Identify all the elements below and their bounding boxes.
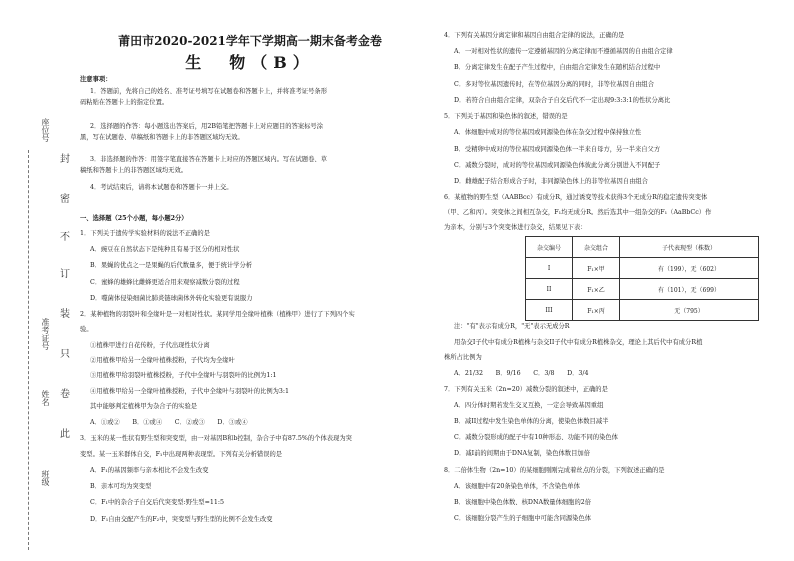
table-header-cell: 杂交编号 — [526, 237, 573, 258]
question-line: 7．下列有关玉米（2n=20）减数分裂的叙述中，正确的是 — [444, 386, 608, 393]
table-header-cell: 杂交组合 — [573, 237, 620, 258]
table-cell: 无（795） — [620, 300, 759, 321]
option-line: A．一对相对性状的遗传一定遵循基因的分离定律而不遵循基因的自由组合定律 — [454, 48, 673, 55]
name-label: 姓名 — [41, 390, 50, 406]
question-line: （甲、乙和丙）。突变体之间相互杂交，F₁均无成分R。然后选其中一组杂交的F₁（AaBbCc）作 — [444, 209, 712, 216]
question-line: 验。 — [80, 326, 93, 333]
option-line: B．亲本可均为突变型 — [90, 483, 152, 490]
question-line: 用杂交I子代中有成分R植株与杂交II子代中有成分R植株杂交，理论上其后代中有成分R植 — [454, 339, 703, 346]
seal-word: 封 — [60, 154, 70, 165]
table-row — [526, 279, 759, 300]
table-cell: F₁×甲 — [573, 258, 620, 279]
question-line: 其中能够判定植株甲为杂合子的实验是 — [90, 403, 198, 410]
binding-margin — [0, 0, 70, 561]
option-line: D．减I前的间期由于DNA复制，染色体数目加倍 — [454, 450, 590, 457]
seal-word: 装 — [60, 309, 70, 320]
notes-heading: 注意事项： — [80, 76, 112, 83]
option-line: C．多对等位基因遗传时，在等位基因分离的同时，非等位基因自由组合 — [454, 81, 655, 88]
table-row — [526, 300, 759, 321]
option-line: D．噬菌体侵染细菌比肺炎链球菌体外转化实验更有说服力 — [90, 295, 253, 302]
seal-word: 卷 — [60, 389, 70, 400]
question-line: 4．下列有关基因分离定律和基因自由组合定律的说法，正确的是 — [444, 32, 625, 39]
option-line: C．F₁中的杂合子自交后代突变型:野生型=11:5 — [90, 499, 224, 506]
option-line: B．减II过程中发生染色单体的分离，使染色体数目减半 — [454, 418, 609, 425]
note-line: 黑，写在试题卷、草稿纸和答题卡上的非答题区域均无效。 — [80, 134, 244, 141]
option-line: A．体细胞中成对的等位基因或同源染色体在杂交过程中保持独立性 — [454, 129, 642, 136]
note-line: 3．非选择题的作答：用签字笔直接答在答题卡上对应的答题区域内。写在试题卷、草 — [90, 156, 327, 163]
seat-number-label: 座位号 — [41, 118, 50, 142]
note-line: 2．选择题的作答：每小题选出答案后，用2B铅笔把答题卡上对应题目的答案标号涂 — [90, 123, 324, 130]
table-cell: 有（199），无（602） — [620, 258, 759, 279]
table-cell: F₁×乙 — [573, 279, 620, 300]
table-row — [526, 258, 759, 279]
options-row: A．21/32 B．9/16 C．3/8 D．3/4 — [454, 370, 589, 377]
table-cell: III — [526, 300, 573, 321]
experiment-line: ④用植株甲给另一全缘叶植株授粉，子代中全缘叶与羽裂叶的比例为3:1 — [90, 388, 290, 395]
question-line: 1．下列关于遗传学实验材料的说法不正确的是 — [80, 230, 210, 237]
question-line: 株所占比例为 — [444, 354, 482, 361]
option-line: B．果蝇的优点之一是果蝇的后代数量多，便于统计学分析 — [90, 262, 253, 269]
options-row: A．①或② B．①或④ C．②或③ D．③或④ — [90, 419, 248, 426]
seal-line — [28, 150, 29, 550]
seal-word: 不 — [60, 232, 70, 243]
option-line: B．分离定律发生在配子产生过程中，自由组合定律发生在随机结合过程中 — [454, 64, 661, 71]
question-line: 6．某植物的野生型（AABBcc）有成分R，通过诱变等技术获得3个无成分R的稳定遗传突变体 — [444, 194, 708, 201]
option-line: D．若符合自由组合定律，双杂合子自交后代不一定出现9:3:3:1的性状分离比 — [454, 97, 671, 104]
question-line: 3．玉米的某一性状有野生型和突变型，由一对基因B和b控制，杂合子中有87.5%的个体表现为突 — [80, 435, 352, 442]
exam-subtitle: 生 物（B） — [185, 53, 315, 72]
question-line: 为亲本，分别与3个突变体进行杂交，结果见下表： — [444, 224, 587, 231]
section-heading: 一、选择题（25个小题，每小题2分） — [80, 215, 188, 222]
option-line: B．受精卵中成对的等位基因或同源染色体一半来自母方，另一半来自父方 — [454, 146, 661, 153]
option-line: A．豌豆在自然状态下是纯种且有易于区分的相对性状 — [90, 246, 240, 253]
exam-title: 莆田市2020-2021学年下学期高一期末备考金卷 — [118, 34, 382, 48]
note-line: 码粘贴在答题卡上的指定位置。 — [80, 99, 169, 106]
table-cell: F₁×丙 — [573, 300, 620, 321]
option-line: D．雌雄配子结合形成合子时，非同源染色体上的非等位基因自由组合 — [454, 178, 648, 185]
table-note: 注："有"表示有成分R，"无"表示无成分R — [454, 323, 570, 330]
seal-word: 只 — [60, 349, 70, 360]
question-line: 变型。某一玉米群体自交，F₁中出现两种表现型。下列有关分析错误的是 — [80, 451, 283, 458]
option-line: C．该细胞分裂产生的子细胞中可能含同源染色体 — [454, 515, 592, 522]
table-cell: II — [526, 279, 573, 300]
option-line: B．该细胞中染色体数、核DNA数量体细胞的2倍 — [454, 499, 592, 506]
seal-word: 订 — [60, 269, 70, 280]
exam-number-label: 准考证号 — [41, 318, 50, 350]
question-line: 2．某种植物的羽裂叶和全缘叶是一对相对性状。某同学用全缘叶植株（植株甲）进行了下列四个实 — [80, 311, 355, 318]
note-line: 1．答题前，先将自己的姓名、准考证号填写在试题卷和答题卡上，并将准考证号条形 — [90, 88, 327, 95]
table-header-row — [526, 237, 759, 258]
note-line: 4．考试结束后，请将本试题卷和答题卡一并上交。 — [90, 184, 233, 191]
table-cell: 有（101），无（699） — [620, 279, 759, 300]
class-label: 班级 — [41, 470, 50, 486]
table-header-cell: 子代表现型（株数） — [620, 237, 759, 258]
note-line: 稿纸和答题卡上的非答题区域均无效。 — [80, 167, 188, 174]
option-line: C．蜜蜂的雄蜂比雌蜂更适合用来观察减数分裂的过程 — [90, 279, 240, 286]
option-line: A．该细胞中有20条染色单体，不含染色单体 — [454, 483, 580, 490]
option-line: D．F₁自由交配产生的F₂中，突变型与野生型的比例不会发生改变 — [90, 516, 273, 523]
option-line: C．减数分裂形成的配子中有10种形态、功能不同的染色体 — [454, 434, 618, 441]
option-line: A．F₁的基因频率与亲本相比不会发生改变 — [90, 467, 209, 474]
experiment-line: ②用植株甲给另一全缘叶植株授粉，子代均为全缘叶 — [90, 357, 235, 364]
seal-word: 密 — [60, 194, 70, 205]
question-line: 5．下列关于基因和染色体的叙述，错误的是 — [444, 113, 568, 120]
seal-word: 此 — [60, 429, 70, 440]
experiment-line: ③用植株甲给羽裂叶植株授粉，子代中全缘叶与羽裂叶的比例为1:1 — [90, 372, 277, 379]
experiment-line: ①植株甲进行自花传粉，子代出现性状分离 — [90, 342, 210, 349]
option-line: A．四分体时期若发生交叉互换，一定会导致基因重组 — [454, 402, 604, 409]
table-cell: I — [526, 258, 573, 279]
question-line: 8．二倍体生物（2n=10）的某细胞刚刚完成着丝点的分裂，下列叙述正确的是 — [444, 467, 665, 474]
option-line: C．减数分裂时，成对的等位基因或同源染色体彼此分离分别进入不同配子 — [454, 162, 661, 169]
results-table — [525, 236, 759, 321]
